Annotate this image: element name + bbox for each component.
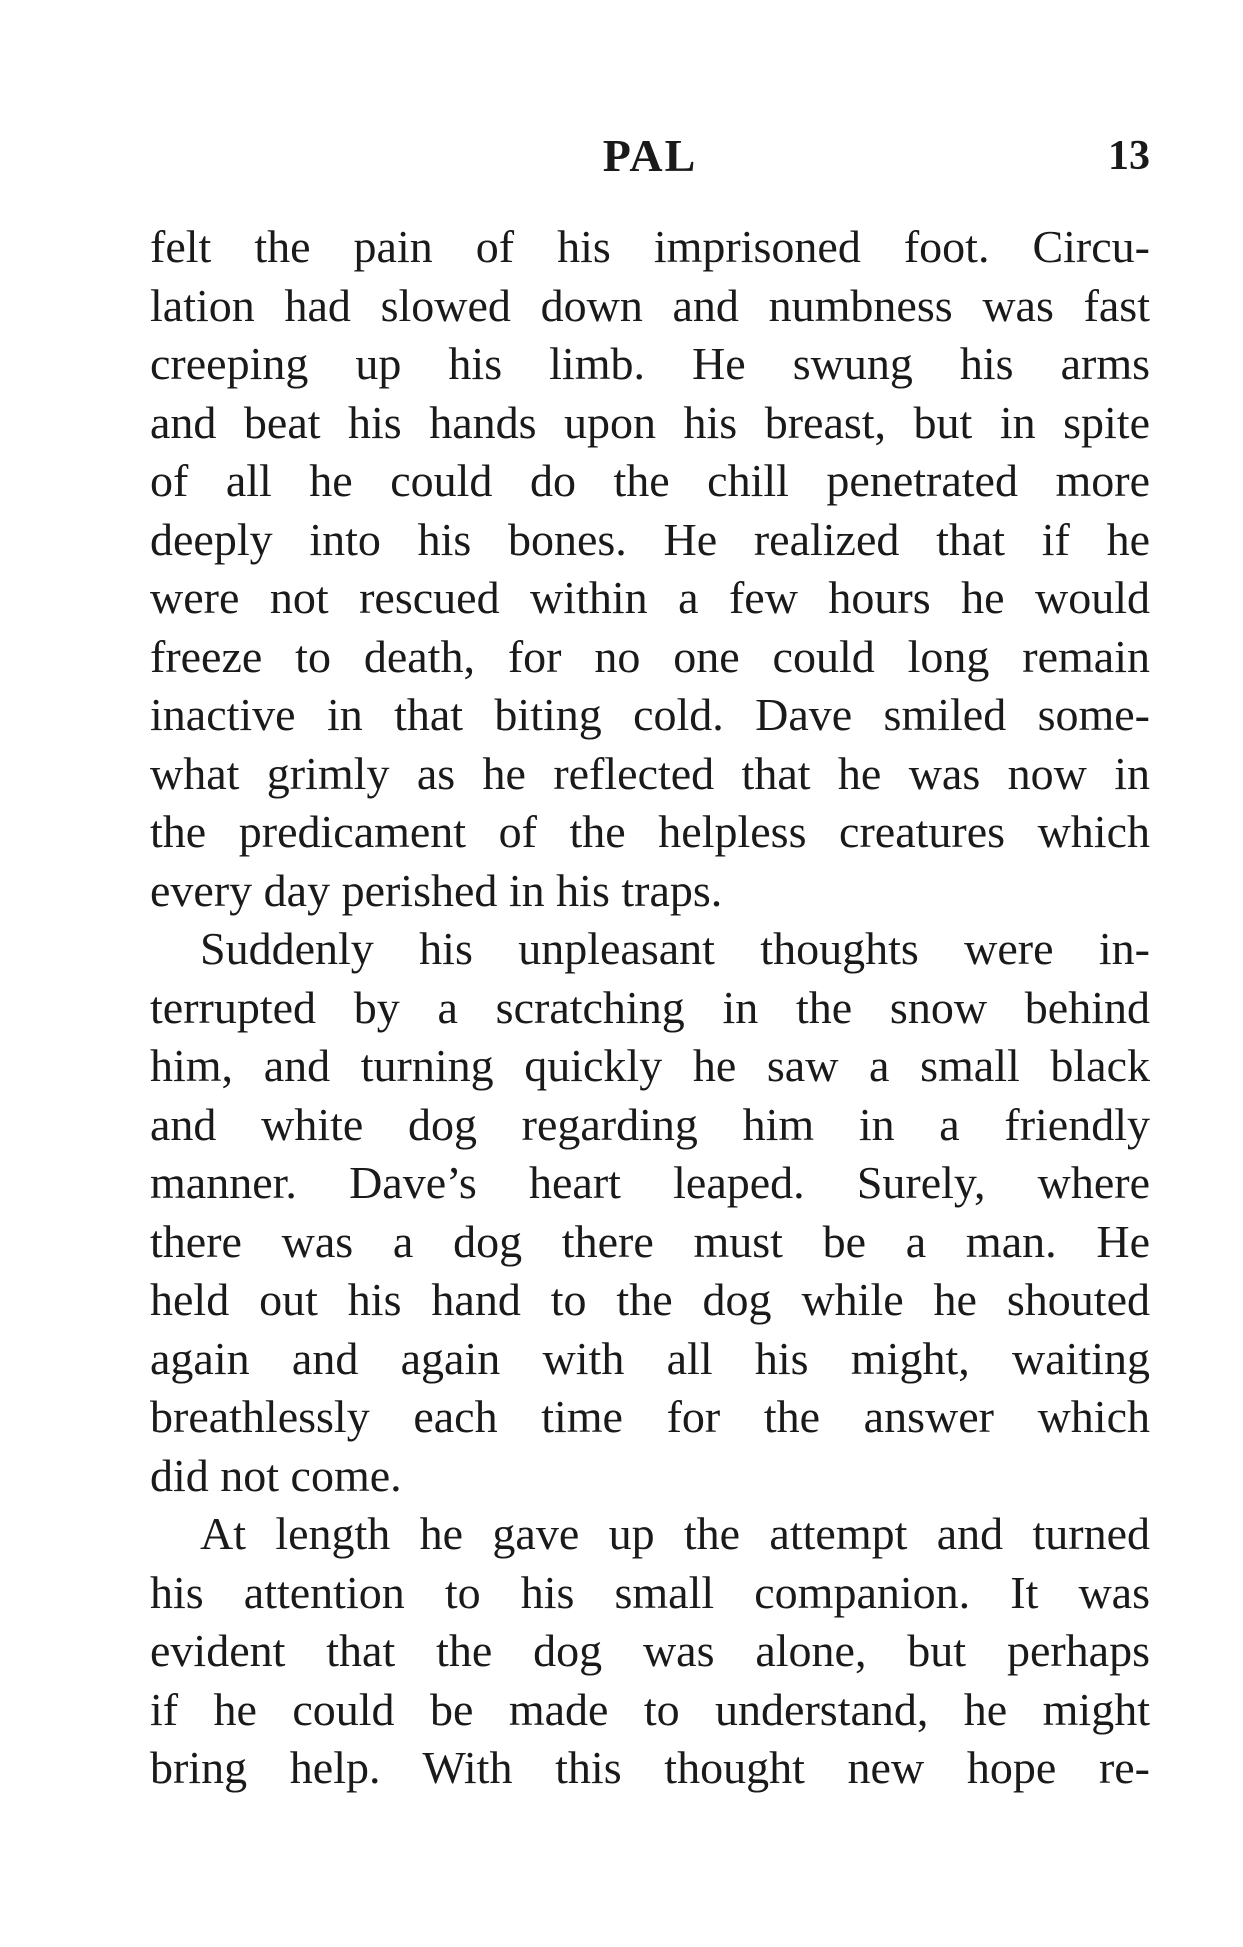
text-line: breathlessly each time for the answer which <box>150 1391 1150 1442</box>
text-line: evident that the dog was alone, but perhaps <box>150 1625 1150 1676</box>
text-line: At length he gave up the attempt and turned <box>200 1508 1150 1559</box>
text-line: creeping up his limb. He swung his arms <box>150 338 1150 389</box>
text-line: were not rescued within a few hours he would <box>150 572 1150 623</box>
text-line: did not come. <box>150 1449 402 1501</box>
text-line: and beat his hands upon his breast, but in spite <box>150 396 1150 448</box>
body-text <box>150 218 1150 1798</box>
text-line: again and again with all his might, waiting <box>150 1332 1150 1384</box>
text-line: him, and turning quickly he saw a small black <box>150 1040 1150 1091</box>
text-line: and white dog regarding him in a friendly <box>150 1098 1150 1150</box>
text-line: bring help. With this thought new hope re- <box>150 1742 1150 1793</box>
text-line: if he could be made to understand, he might <box>150 1683 1150 1735</box>
text-line: the predicament of the helpless creatures which <box>150 806 1150 857</box>
text-line: freeze to death, for no one could long remain <box>150 630 1150 682</box>
text-line: every day perished in his traps. <box>150 864 723 916</box>
text-line: lation had slowed down and numbness was fast <box>150 279 1150 331</box>
text-line: there was a dog there must be a man. He <box>150 1215 1150 1267</box>
page-number: 13 <box>1108 133 1150 179</box>
text-line: Suddenly his unpleasant thoughts were in- <box>200 923 1150 974</box>
running-title: PAL <box>602 130 698 181</box>
running-head <box>150 126 1150 186</box>
text-line: of all he could do the chill penetrated more <box>150 455 1150 506</box>
text-line: deeply into his bones. He realized that if he <box>150 513 1150 565</box>
text-line: his attention to his small companion. It was <box>150 1566 1150 1618</box>
text-line: what grimly as he reflected that he was now in <box>150 747 1150 799</box>
text-line: held out his hand to the dog while he shouted <box>150 1274 1150 1325</box>
text-line: inactive in that biting cold. Dave smiled some- <box>150 689 1150 740</box>
text-line: terrupted by a scratching in the snow behind <box>150 981 1150 1033</box>
text-line: manner. Dave’s heart leaped. Surely, where <box>150 1157 1150 1208</box>
text-line: felt the pain of his imprisoned foot. Circu- <box>150 221 1150 272</box>
